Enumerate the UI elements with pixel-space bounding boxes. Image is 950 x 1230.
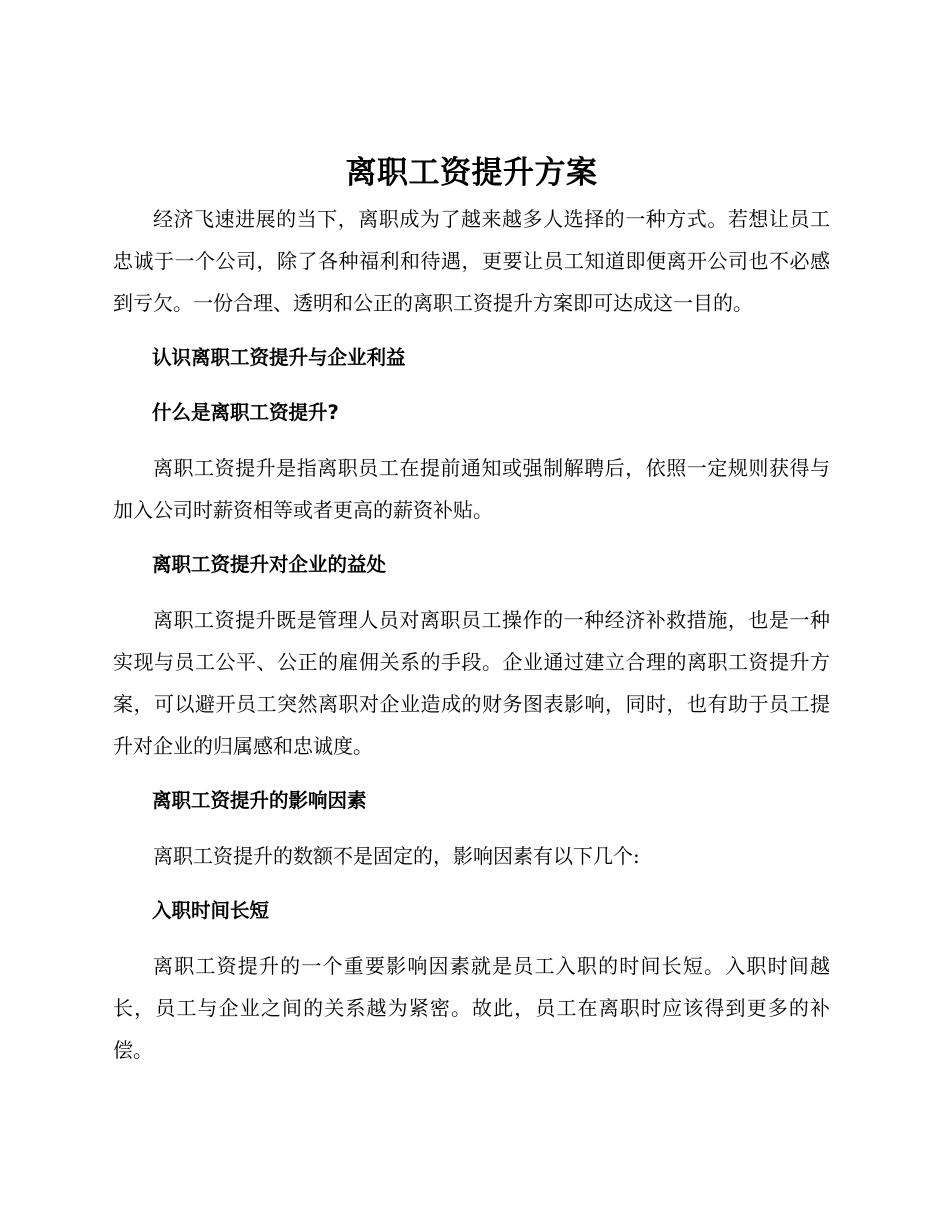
section-heading-enterprise-benefit: 认识离职工资提升与企业利益 (152, 346, 406, 369)
subheading-factors: 离职工资提升的影响因素 (152, 789, 367, 812)
paragraph-benefits: 离职工资提升既是管理人员对离职员工操作的一种经济补救措施，也是一种实现与员工公平、公正的雇佣关系的手段。企业通过建立合理的离职工资提升方案，可以避开员工突然离职对企业造成的财务图表影响，同时，也有助于员工提升对企业的归属感和忠诚度。 (113, 608, 830, 758)
document-body (113, 148, 830, 1071)
subheading-what-is: 什么是离职工资提升? (152, 401, 339, 424)
intro-paragraph: 经济飞速进展的当下，离职成为了越来越多人选择的一种方式。若想让员工忠诚于一个公司，除了各种福利和待遇，更要让员工知道即便离开公司也不必感到亏欠。一份合理、透明和公正的离职工资提升方案即可达成这一目的。 (113, 207, 830, 315)
paragraph-tenure: 离职工资提升的一个重要影响因素就是员工入职的时间长短。入职时间越长，员工与企业之间的关系越为紧密。故此，员工在离职时应该得到更多的补偿。 (113, 954, 830, 1062)
paragraph-what-is: 离职工资提升是指离职员工在提前通知或强制解聘后，依照一定规则获得与加入公司时薪资相等或者更高的薪资补贴。 (113, 456, 830, 522)
page-title: 离职工资提升方案 (345, 155, 598, 191)
paragraph-factors: 离职工资提升的数额不是固定的，影响因素有以下几个: (153, 844, 640, 868)
subheading-tenure: 入职时间长短 (152, 899, 270, 922)
subheading-benefits: 离职工资提升对企业的益处 (152, 553, 387, 576)
